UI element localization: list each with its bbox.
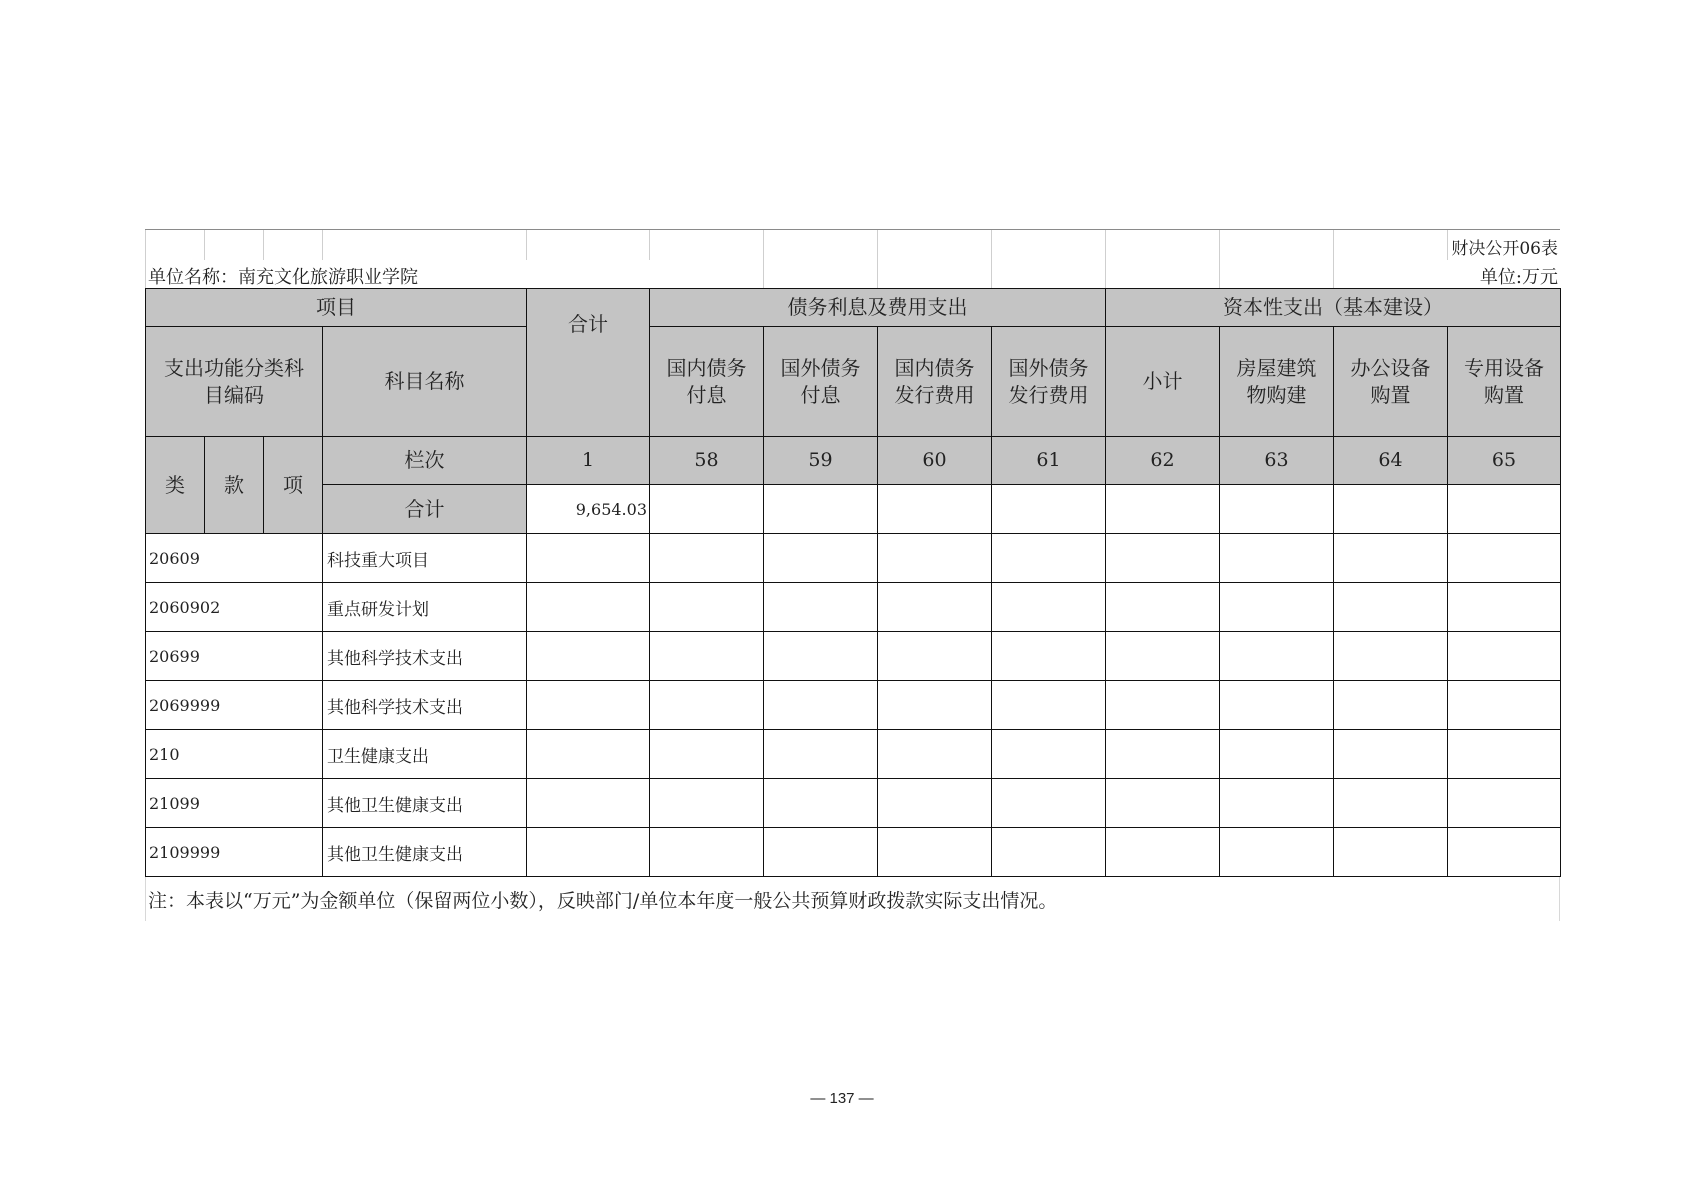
seq-number: 65 [1448,437,1561,485]
report-sheet [145,229,1560,921]
row-cell [1334,583,1448,632]
row-code: 20699 [146,632,323,681]
row-code: 2060902 [146,583,323,632]
seq-number: 64 [1334,437,1448,485]
row-cell [764,534,878,583]
row-cell [527,681,650,730]
sum-cell [992,485,1106,534]
sum-total-value: 9,654.03 [527,485,650,534]
table-row [146,681,1561,730]
seq-number: 58 [650,437,764,485]
unit-name: 单位名称：南充文化旅游职业学院 [148,267,418,288]
row-cell [764,681,878,730]
row-code: 20609 [146,534,323,583]
row-code: 2109999 [146,828,323,877]
sum-cell [1106,485,1220,534]
row-cell [878,681,992,730]
row-cell [650,828,764,877]
table-note [145,877,1560,921]
row-cell [527,583,650,632]
row-code: 2069999 [146,681,323,730]
lei-header: 类 [146,437,205,534]
xiang-header: 项 [264,437,323,534]
row-cell [878,583,992,632]
row-cell [764,583,878,632]
unit-label: 单位:万元 [1479,267,1558,288]
lanci-label: 栏次 [323,437,527,485]
row-name: 卫生健康支出 [323,730,527,779]
row-code: 21099 [146,779,323,828]
note-text: 注：本表以“万元”为金额单位（保留两位小数），反映部门/单位本年度一般公共预算财政拨款实际支出情况。 [148,890,1058,912]
row-cell [1334,730,1448,779]
col-header-foreign-issue-fee: 国外债务发行费用 [992,327,1106,437]
row-cell [878,730,992,779]
row-cell [527,828,650,877]
row-cell [764,779,878,828]
table-row [146,632,1561,681]
row-cell [1220,828,1334,877]
total-header: 合计 [527,289,650,437]
row-cell [650,681,764,730]
row-cell [1448,828,1561,877]
row-cell [1106,828,1220,877]
seq-total: 1 [527,437,650,485]
row-cell [1220,730,1334,779]
row-cell [878,632,992,681]
row-cell [1448,779,1561,828]
row-cell [764,828,878,877]
row-name: 其他卫生健康支出 [323,828,527,877]
sum-cell [1334,485,1448,534]
seq-number: 59 [764,437,878,485]
row-cell [527,632,650,681]
form-number: 财决公开06表 [1451,239,1558,259]
col-header-subtotal: 小计 [1106,327,1220,437]
row-cell [650,632,764,681]
row-cell [1220,779,1334,828]
subject-name-header: 科目名称 [323,327,527,437]
row-name: 其他科学技术支出 [323,681,527,730]
col-header-office-equipment: 办公设备购置 [1334,327,1448,437]
row-cell [992,730,1106,779]
seq-number: 63 [1220,437,1334,485]
row-cell [878,534,992,583]
row-cell [1220,534,1334,583]
row-cell [992,534,1106,583]
row-cell [1220,681,1334,730]
capital-group-header: 资本性支出（基本建设） [1106,289,1561,327]
row-cell [650,583,764,632]
col-header-domestic-interest: 国内债务付息 [650,327,764,437]
row-cell [992,583,1106,632]
row-cell [1448,681,1561,730]
row-cell [878,779,992,828]
table-row [146,828,1561,877]
debt-group-header: 债务利息及费用支出 [650,289,1106,327]
table-row [146,730,1561,779]
sum-label: 合计 [323,485,527,534]
row-cell [1106,681,1220,730]
row-cell [992,779,1106,828]
row-name: 其他卫生健康支出 [323,779,527,828]
row-cell [1448,583,1561,632]
col-header-special-equipment: 专用设备购置 [1448,327,1561,437]
row-cell [1334,779,1448,828]
col-header-domestic-issue-fee: 国内债务发行费用 [878,327,992,437]
row-cell [1106,779,1220,828]
row-cell [1334,681,1448,730]
row-cell [878,828,992,877]
row-cell [527,779,650,828]
row-name: 重点研发计划 [323,583,527,632]
table-row [146,583,1561,632]
project-header: 项目 [146,289,527,327]
row-cell [527,730,650,779]
table-row [146,534,1561,583]
unit-row [145,260,1560,288]
sum-cell [1448,485,1561,534]
row-cell [1106,730,1220,779]
row-cell [764,730,878,779]
expenditure-table [145,288,1561,877]
row-cell [650,779,764,828]
row-code: 210 [146,730,323,779]
page-number: — 137 — [810,1090,874,1107]
row-cell [1220,632,1334,681]
row-cell [992,828,1106,877]
row-cell [1448,632,1561,681]
row-cell [1448,534,1561,583]
code-group-header: 支出功能分类科目编码 [146,327,323,437]
col-header-building: 房屋建筑物购建 [1220,327,1334,437]
sum-cell [650,485,764,534]
row-cell [1334,632,1448,681]
sum-cell [764,485,878,534]
row-cell [1334,828,1448,877]
row-cell [1220,583,1334,632]
row-cell [992,632,1106,681]
row-cell [1106,534,1220,583]
seq-number: 61 [992,437,1106,485]
seq-number: 62 [1106,437,1220,485]
row-cell [764,632,878,681]
row-cell [1334,534,1448,583]
sum-cell [1220,485,1334,534]
form-number-row [145,229,1560,260]
table-row [146,779,1561,828]
row-cell [992,681,1106,730]
row-cell [650,534,764,583]
seq-number: 60 [878,437,992,485]
row-cell [1448,730,1561,779]
row-cell [1106,583,1220,632]
row-cell [527,534,650,583]
row-name: 其他科学技术支出 [323,632,527,681]
col-header-foreign-interest: 国外债务付息 [764,327,878,437]
row-cell [1106,632,1220,681]
sum-cell [878,485,992,534]
row-name: 科技重大项目 [323,534,527,583]
row-cell [650,730,764,779]
kuan-header: 款 [205,437,264,534]
